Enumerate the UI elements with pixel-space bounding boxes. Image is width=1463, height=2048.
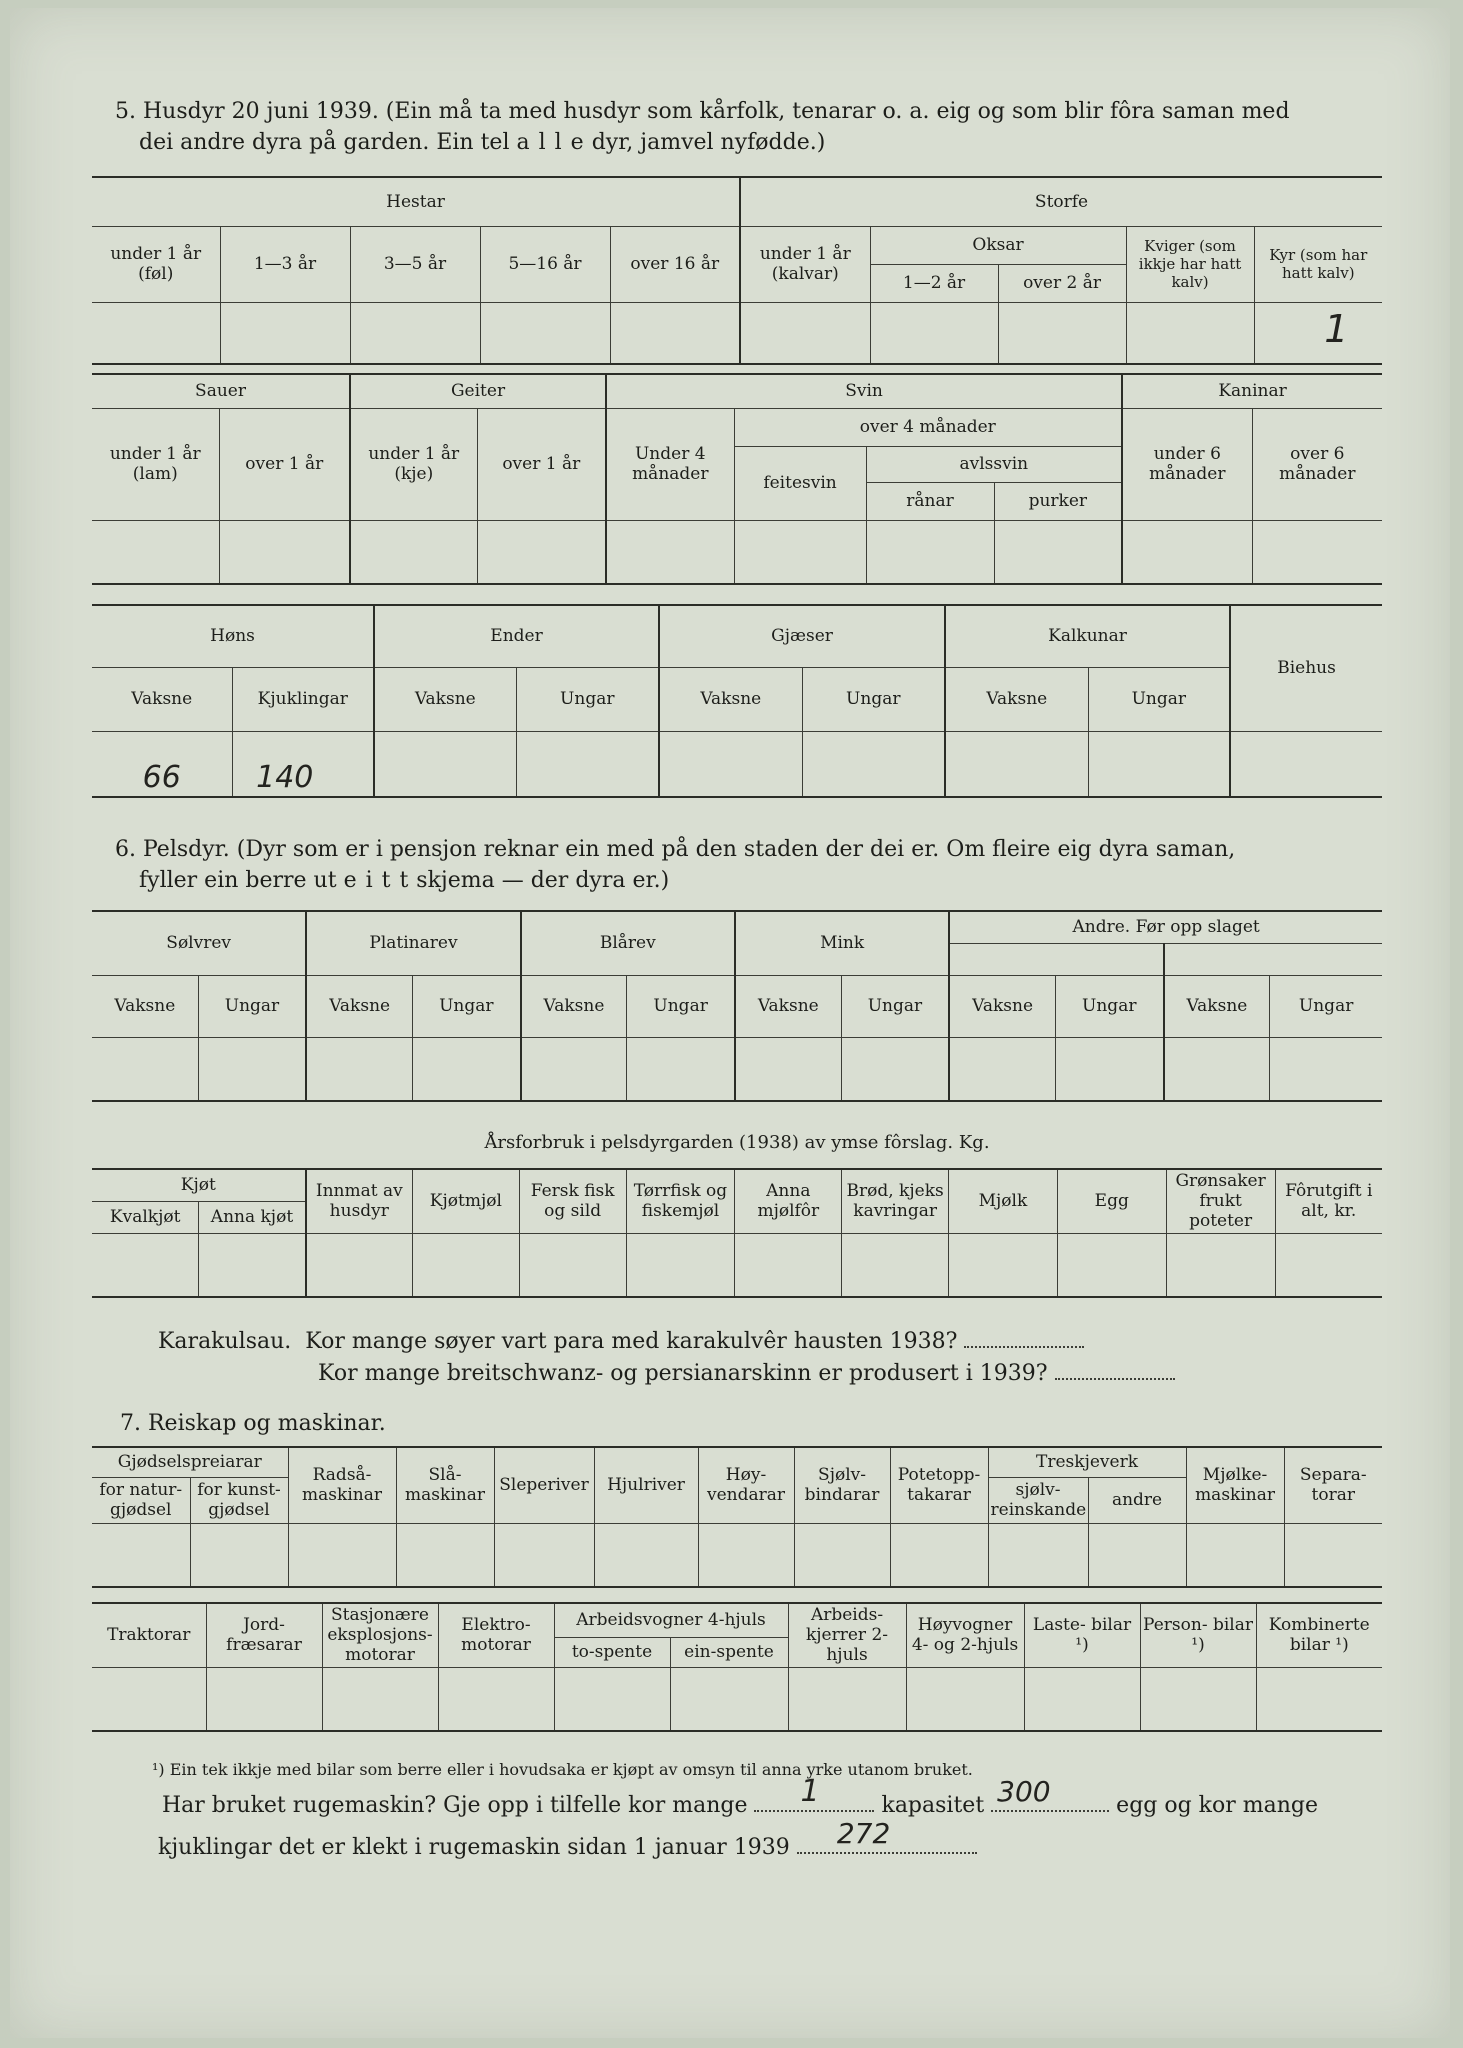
pels-cell[interactable]	[841, 1037, 949, 1101]
oksar-1-2-cell[interactable]	[870, 302, 998, 364]
feed-cell[interactable]	[626, 1233, 735, 1297]
feed-fersk-fisk: Fersk fisk og sild	[519, 1169, 626, 1233]
sauer-over-1-cell[interactable]	[219, 520, 350, 584]
sauer-lam: under 1 år (lam)	[92, 408, 219, 520]
reiskap-lastebilar: Laste- bilar ¹)	[1024, 1603, 1140, 1667]
section-7-title: 7. Reiskap og maskinar.	[120, 1411, 386, 1436]
reiskap-kombinerte: Kombinerte bilar ¹)	[1256, 1603, 1382, 1667]
hons-vaksne-cell[interactable]	[92, 731, 232, 797]
pels-cell[interactable]	[198, 1037, 306, 1101]
feed-cell[interactable]	[92, 1233, 199, 1297]
reiskap-cell[interactable]	[288, 1523, 396, 1587]
reiskap-potetopptakarar: Potetopp- takarar	[890, 1447, 988, 1523]
section-5-text	[115, 96, 1405, 158]
biehus-header: Biehus	[1230, 605, 1382, 731]
hest-cell-5[interactable]	[610, 302, 740, 364]
reiskap2-cell[interactable]	[438, 1667, 554, 1731]
hons-vaksne-value: 66	[142, 759, 181, 795]
hest-cell-3[interactable]	[350, 302, 480, 364]
reiskap2-cell[interactable]	[788, 1667, 906, 1731]
svin-header: Svin	[606, 374, 1122, 408]
sauer-over-1: over 1 år	[219, 408, 350, 520]
feed-cell[interactable]	[842, 1233, 949, 1297]
reiskap2-cell[interactable]	[670, 1667, 788, 1731]
kaninar-under-6-cell[interactable]	[1122, 520, 1252, 584]
hest-cell-2[interactable]	[220, 302, 350, 364]
hest-col-4: 5—16 år	[480, 226, 610, 302]
arsforbruk-caption: Årsforbruk i pelsdyrgarden (1938) av ymse fôrslag. Kg.	[484, 1132, 990, 1153]
ranar-cell[interactable]	[866, 520, 994, 584]
rugemaskin-kapasitet-field[interactable]	[991, 1775, 1109, 1812]
hestar-storfe-table	[92, 176, 1382, 365]
feed-cell[interactable]	[519, 1233, 626, 1297]
gjodsel-natur: for natur- gjødsel	[92, 1477, 190, 1523]
reiskap-sleperiver: Sleperiver	[494, 1447, 594, 1523]
treskjeverk-header: Treskjeverk	[988, 1447, 1186, 1477]
feed-torrfisk: Tørrfisk og fiskemjøl	[626, 1169, 735, 1233]
kalkunar-header: Kalkunar	[945, 605, 1230, 667]
storfe-header: Storfe	[740, 177, 1382, 226]
reiskap-mjolkemaskinar: Mjølke- maskinar	[1186, 1447, 1284, 1523]
reiskap2-cell[interactable]	[206, 1667, 322, 1731]
reiskap-arbeidskjerrer: Arbeids- kjerrer 2-hjuls	[788, 1603, 906, 1667]
reiskap-cell[interactable]	[494, 1523, 594, 1587]
feed-cell[interactable]	[1057, 1233, 1166, 1297]
reiskap2-cell[interactable]	[322, 1667, 438, 1731]
reiskap-hoyvogner: Høyvogner 4- og 2-hjuls	[906, 1603, 1024, 1667]
avlssvin: avlssvin	[866, 446, 1122, 482]
mink-vaksne: Vaksne	[735, 975, 841, 1037]
ender-vaksne: Vaksne	[374, 667, 516, 731]
feed-kjotmjol: Kjøtmjøl	[412, 1169, 519, 1233]
geiter-over-1-cell[interactable]	[477, 520, 606, 584]
hons-header: Høns	[92, 605, 374, 667]
arbeidsvogner-einspente: ein-spente	[670, 1637, 788, 1667]
purker: purker	[994, 482, 1122, 520]
gjaeser-header: Gjæser	[659, 605, 945, 667]
geiter-kje: under 1 år (kje)	[350, 408, 477, 520]
platinarev-ungar: Ungar	[412, 975, 520, 1037]
pels-cell[interactable]	[92, 1037, 198, 1101]
hest-cell-4[interactable]	[480, 302, 610, 364]
hons-kjuklingar-cell[interactable]	[232, 731, 374, 797]
reiskap2-cell[interactable]	[1024, 1667, 1140, 1731]
pels-cell[interactable]	[306, 1037, 412, 1101]
solvrev-header: Sølvrev	[92, 911, 306, 975]
feitesvin-cell[interactable]	[734, 520, 866, 584]
kyr-value: 1	[1324, 306, 1349, 351]
reiskap2-cell[interactable]	[1256, 1667, 1382, 1731]
svin-under-4: Under 4 månader	[606, 408, 734, 520]
feed-gronsaker: Grønsaker frukt poteter	[1166, 1169, 1275, 1233]
tresk-andre: andre	[1088, 1477, 1186, 1523]
kjot-header: Kjøt	[92, 1169, 306, 1201]
pels-cell[interactable]	[521, 1037, 627, 1101]
hestar-header: Hestar	[92, 177, 740, 226]
biehus-cell[interactable]	[1230, 731, 1382, 797]
reiskap-hjulriver: Hjulriver	[594, 1447, 698, 1523]
feed-cell[interactable]	[1275, 1233, 1382, 1297]
feitesvin: feitesvin	[734, 446, 866, 520]
section-6-line-1: 6. Pelsdyr. (Dyr som er i pensjon reknar ein med på den staden der dei er. Om fleire eig dyra saman,	[115, 837, 1236, 862]
oksar-1-2: 1—2 år	[870, 264, 998, 302]
karakul-line-2: Kor mange breitschwanz- og persianarskinn er produsert i 1939?	[318, 1358, 1398, 1389]
pels-cell[interactable]	[412, 1037, 520, 1101]
section-6-line-2: fyller ein berre ut e i t t skjema — der dyra er.)	[139, 868, 670, 893]
ender-vaksne-cell[interactable]	[374, 731, 516, 797]
arbeidsvogner-tospente: to-spente	[554, 1637, 670, 1667]
gjaeser-ungar-cell[interactable]	[802, 731, 945, 797]
reiskap2-cell[interactable]	[906, 1667, 1024, 1731]
hest-col-5: over 16 år	[610, 226, 740, 302]
reiskap-cell[interactable]	[698, 1523, 794, 1587]
andre-slag-2[interactable]	[1164, 943, 1382, 975]
hons-kjuklingar: Kjuklingar	[232, 667, 374, 731]
reiskap-cell[interactable]	[1186, 1523, 1284, 1587]
kviger-header: Kviger (som ikkje har hatt kalv)	[1126, 226, 1254, 302]
gjaeser-ungar: Ungar	[802, 667, 945, 731]
fjorfe-table	[92, 604, 1382, 798]
form-page	[10, 8, 1450, 2038]
kyr-cell[interactable]	[1254, 302, 1382, 364]
kaninar-over-6-cell[interactable]	[1252, 520, 1382, 584]
section-5-line-1: 5. Husdyr 20 juni 1939. (Ein må ta med husdyr som kårfolk, tenarar o. a. eig og som blir fôra saman med	[115, 99, 1290, 124]
pels-cell[interactable]	[1164, 1037, 1270, 1101]
tresk-sjolvreinskande: sjølv- reinskande	[988, 1477, 1088, 1523]
oksar-over-2-cell[interactable]	[998, 302, 1126, 364]
rugemaskin-count-value: 1	[800, 1774, 820, 1809]
kaninar-over-6: over 6 månader	[1252, 408, 1382, 520]
kalkunar-vaksne-cell[interactable]	[945, 731, 1088, 797]
kaninar-header: Kaninar	[1122, 374, 1382, 408]
feed-cell[interactable]	[949, 1233, 1058, 1297]
andre-header: Andre. Før opp slaget	[949, 911, 1382, 943]
platinarev-vaksne: Vaksne	[306, 975, 412, 1037]
hons-kjuklingar-value: 140	[256, 759, 314, 795]
reiskap-table-2	[92, 1602, 1382, 1732]
kalkunar-vaksne: Vaksne	[945, 667, 1088, 731]
hest-col-3: 3—5 år	[350, 226, 480, 302]
sauer-header: Sauer	[92, 374, 350, 408]
gjodsel-kunst: for kunst- gjødsel	[190, 1477, 288, 1523]
feed-cell[interactable]	[412, 1233, 519, 1297]
geiter-kje-cell[interactable]	[350, 520, 477, 584]
kvalkjot-header: Kvalkjøt	[92, 1201, 199, 1233]
reiskap-cell[interactable]	[92, 1523, 190, 1587]
hest-col-1: under 1 år (føl)	[92, 226, 220, 302]
reiskap-cell[interactable]	[190, 1523, 288, 1587]
andre1-vaksne: Vaksne	[949, 975, 1055, 1037]
kalvar-cell[interactable]	[740, 302, 870, 364]
reiskap-sjolvbindarar: Sjølv- bindarar	[794, 1447, 890, 1523]
solvrev-vaksne: Vaksne	[92, 975, 198, 1037]
feed-cell[interactable]	[199, 1233, 306, 1297]
arbeidsvogner-header: Arbeidsvogner 4-hjuls	[554, 1603, 788, 1637]
reiskap-personbilar: Person- bilar ¹)	[1140, 1603, 1256, 1667]
andre1-ungar: Ungar	[1055, 975, 1163, 1037]
andre-slag-1[interactable]	[949, 943, 1163, 975]
ender-header: Ender	[374, 605, 659, 667]
anna-kjot-header: Anna kjøt	[199, 1201, 306, 1233]
rugemaskin-line-2: kjuklingar det er klekt i rugemaskin sidan 1 januar 1939 272	[158, 1832, 1398, 1863]
gjaeser-vaksne: Vaksne	[659, 667, 802, 731]
gjodsel-header: Gjødselspreiarar	[92, 1447, 288, 1477]
feed-innmat: Innmat av husdyr	[306, 1169, 413, 1233]
purker-cell[interactable]	[994, 520, 1122, 584]
karakul-line-1: Karakulsau. Kor mange søyer vart para med karakulvêr hausten 1938?	[158, 1326, 1398, 1357]
kalkunar-ungar-cell[interactable]	[1088, 731, 1230, 797]
reiskap-cell[interactable]	[396, 1523, 494, 1587]
footnote: ¹) Ein tek ikkje med bilar som berre eller i hovudsaka er kjøpt av omsyn til anna yrke utanom bruket.	[152, 1760, 973, 1779]
blarev-header: Blårev	[521, 911, 735, 975]
sauer-geiter-svin-table	[92, 373, 1382, 585]
ender-ungar: Ungar	[516, 667, 659, 731]
rugemaskin-klekt-value: 272	[836, 1817, 891, 1850]
rugemaskin-line-1: Har bruket rugemaskin? Gje opp i tilfelle kor mange 1 kapasitet 300 egg og kor mange	[162, 1774, 1319, 1818]
geiter-over-1: over 1 år	[477, 408, 606, 520]
reiskap2-cell[interactable]	[554, 1667, 670, 1731]
reiskap-traktorar: Traktorar	[92, 1603, 206, 1667]
feed-mjolk: Mjølk	[949, 1169, 1058, 1233]
feed-forutgift: Fôrutgift i alt, kr.	[1275, 1169, 1382, 1233]
oksar-header: Oksar	[870, 226, 1126, 264]
svin-over-4: over 4 månader	[734, 408, 1122, 446]
arsforbruk-table	[92, 1168, 1382, 1298]
kyr-header: Kyr (som har hatt kalv)	[1254, 226, 1382, 302]
reiskap-radsa: Radså- maskinar	[288, 1447, 396, 1523]
reiskap-separatorar: Separa- torar	[1284, 1447, 1382, 1523]
karakul-answer-1[interactable]	[964, 1326, 1084, 1348]
reiskap-cell[interactable]	[988, 1523, 1088, 1587]
feed-cell[interactable]	[306, 1233, 413, 1297]
rugemaskin-count-field[interactable]	[754, 1774, 874, 1812]
feed-egg: Egg	[1057, 1169, 1166, 1233]
feed-anna-mjolfor: Anna mjølfôr	[735, 1169, 842, 1233]
reiskap-elektromotorar: Elektro- motorar	[438, 1603, 554, 1667]
reiskap-jordfraesarar: Jord- fræsarar	[206, 1603, 322, 1667]
feed-cell[interactable]	[1166, 1233, 1275, 1297]
andre2-ungar: Ungar	[1270, 975, 1382, 1037]
section-6-text	[115, 834, 1405, 896]
kaninar-under-6: under 6 månader	[1122, 408, 1252, 520]
andre2-vaksne: Vaksne	[1164, 975, 1270, 1037]
reiskap2-cell[interactable]	[1140, 1667, 1256, 1731]
mink-ungar: Ungar	[841, 975, 949, 1037]
reiskap-table-1	[92, 1446, 1382, 1588]
svin-under-4-cell[interactable]	[606, 520, 734, 584]
hest-col-2: 1—3 år	[220, 226, 350, 302]
solvrev-ungar: Ungar	[198, 975, 306, 1037]
reiskap-cell[interactable]	[890, 1523, 988, 1587]
ranar: rånar	[866, 482, 994, 520]
hest-cell-1[interactable]	[92, 302, 220, 364]
mink-header: Mink	[735, 911, 949, 975]
feed-cell[interactable]	[735, 1233, 842, 1297]
platinarev-header: Platinarev	[306, 911, 520, 975]
oksar-over-2: over 2 år	[998, 264, 1126, 302]
reiskap2-cell[interactable]	[92, 1667, 206, 1731]
ender-ungar-cell[interactable]	[516, 731, 659, 797]
reiskap-cell[interactable]	[594, 1523, 698, 1587]
section-5-line-2: dei andre dyra på garden. Ein tel a l l e dyr, jamvel nyfødde.)	[139, 130, 826, 155]
pels-cell[interactable]	[1270, 1037, 1382, 1101]
gjaeser-vaksne-cell[interactable]	[659, 731, 802, 797]
karakul-answer-2[interactable]	[1055, 1358, 1175, 1380]
feed-brod: Brød, kjeks kavringar	[842, 1169, 949, 1233]
reiskap-cell[interactable]	[794, 1523, 890, 1587]
rugemaskin-klekt-field[interactable]	[797, 1817, 977, 1854]
rugemaskin-kapasitet-value: 300	[997, 1775, 1051, 1808]
reiskap-cell[interactable]	[1088, 1523, 1186, 1587]
geiter-header: Geiter	[350, 374, 606, 408]
hons-vaksne: Vaksne	[92, 667, 232, 731]
pels-cell[interactable]	[949, 1037, 1055, 1101]
reiskap-sla: Slå- maskinar	[396, 1447, 494, 1523]
storfe-kalvar: under 1 år (kalvar)	[740, 226, 870, 302]
kalkunar-ungar: Ungar	[1088, 667, 1230, 731]
blarev-vaksne: Vaksne	[521, 975, 627, 1037]
pels-cell[interactable]	[627, 1037, 735, 1101]
blarev-ungar: Ungar	[627, 975, 735, 1037]
pels-cell[interactable]	[1055, 1037, 1163, 1101]
reiskap-cell[interactable]	[1284, 1523, 1382, 1587]
sauer-lam-cell[interactable]	[92, 520, 219, 584]
reiskap-stasjonaere: Stasjonære eksplosjons- motorar	[322, 1603, 438, 1667]
pelsdyr-table	[92, 910, 1382, 1102]
pels-cell[interactable]	[735, 1037, 841, 1101]
reiskap-hoyvendarar: Høy- vendarar	[698, 1447, 794, 1523]
kviger-cell[interactable]	[1126, 302, 1254, 364]
